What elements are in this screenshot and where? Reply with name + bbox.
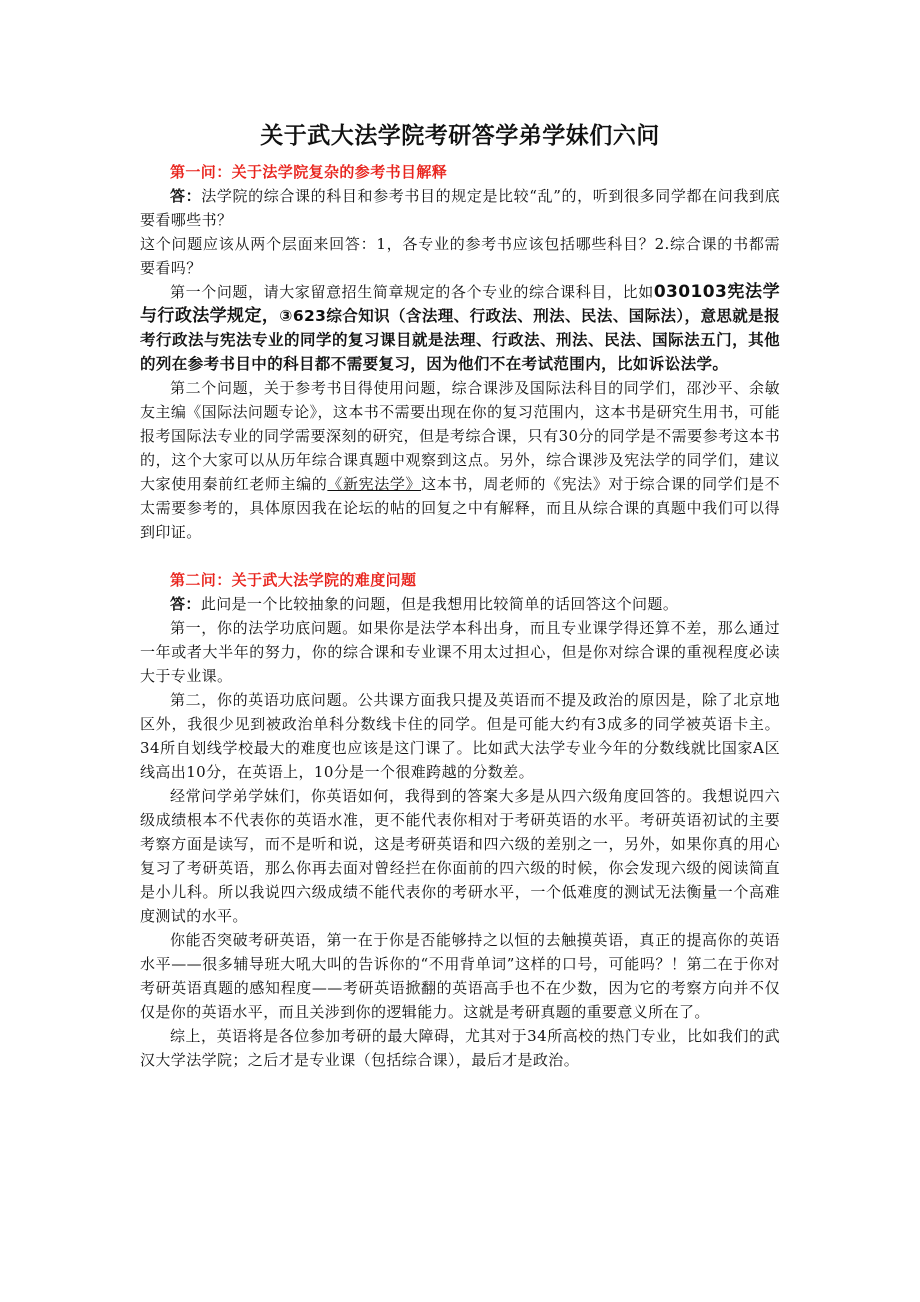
bold-major-code: 030103宪法学与行政法学规定， (140, 282, 781, 326)
question-2-paragraph-first: 第一，你的法学功底问题。如果你是法学本科出身，而且专业课学得还算不差，那么通过一年或者大半年的努力，你的综合课和专业课不用太过担心，但是你对综合课的重视程度必读大于专业课。 (140, 619, 780, 685)
question-2-heading: 第二问：关于武大法学院的难度问题 (170, 571, 417, 589)
question-2-paragraph-second: 第二，你的英语功底问题。公共课方面我只提及英语而不提及政治的原因是，除了北京地区外，我很少见到被政治单科分数线卡住的同学。但是可能大约有3成多的同学被英语卡主。34所自划线学校最大的难度也应该是这门课了。比如武大法学专业今年的分数线就比国家A区线高出10分，在英语上，10分是一个很难跨越的分数差。 (140, 691, 780, 781)
answer-text: 此问是一个比较抽象的问题，但是我想用比较简单的话回答这个问题。 (200, 595, 679, 613)
document-title: 关于武大法学院考研答学弟学妹们六问 (260, 122, 660, 149)
bold-exam-subjects: ③623综合知识（含法理、行政法、刑法、民法、国际法），意思就是报考行政法与宪法专业的同学的复习课目就是法理、行政法、刑法、民法、国际法五门，其他的列在参考书目中的科目都不需要复习，因为他们不在考试范围内，比如诉讼法学。 (140, 307, 780, 373)
answer-text: 法学院的综合课的科目和参考书目的规定是比较“乱”的，听到很多同学都在问我到底要看哪些书？ (140, 187, 780, 229)
paragraph-text-after: 这本书，周老师的《宪法》对于综合课的同学们是不太需要参考的，具体原因我在论坛的帖的回复之中有解释，而且从综合课的真题中我们可以得到印证。 (140, 475, 780, 541)
question-2-paragraph-summary: 综上，英语将是各位参加考研的最大障碍，尤其对于34所高校的热门专业，比如我们的武汉大学法学院；之后才是专业课（包括综合课），最后才是政治。 (140, 1027, 780, 1069)
paragraph-lead: 第一个问题，请大家留意招生简章规定的各个专业的综合课科目，比如 (170, 283, 654, 301)
question-1-heading: 第一问：关于法学院复杂的参考书目解释 (170, 163, 448, 181)
question-1-paragraph-3 (140, 280, 780, 376)
answer-label: 答： (170, 595, 201, 613)
paragraph-text-before: 第二个问题，关于参考书目得使用问题，综合课涉及国际法科目的同学们，邵沙平、余敏友主编《国际法问题专论》，这本书不需要出现在你的复习范围内，这本书是研究生用书，可能报考国际法专业的同学需要深刻的研究，但是考综合课，只有30分的同学是不需要参考这本书的，这个大家可以从历年综合课真题中观察到这点。另外，综合课涉及宪法学的同学们，建议大家使用秦前红老师主编的 (140, 379, 780, 493)
question-1-paragraph-2: 这个问题应该从两个层面来回答：1，各专业的参考书应该包括哪些科目？2.综合课的书都需要看吗？ (140, 235, 780, 277)
question-2-answer (140, 592, 780, 616)
underlined-book-title: 《新宪法学》 (327, 475, 422, 493)
question-2-paragraph-often: 经常问学弟学妹们，你英语如何，我得到的答案大多是从四六级角度回答的。我想说四六级成绩根本不代表你的英语水准，更不能代表你相对于考研英语的水平。考研英语初试的主要考察方面是读写，而不是听和说，这是考研英语和四六级的差别之一，另外，如果你真的用心复习了考研英语，那么你再去面对曾经拦在你面前的四六级的时候，你会发现六级的阅读简直是小儿科。所以我说四六级成绩不能代表你的考研水平，一个低难度的测试无法衡量一个高难度测试的水平。 (140, 787, 780, 925)
question-1-answer (140, 184, 780, 232)
answer-label: 答： (170, 187, 202, 205)
question-1-paragraph-4 (140, 376, 780, 544)
document-body (140, 120, 780, 1072)
spacer (140, 544, 780, 568)
question-2-paragraph-can: 你能否突破考研英语，第一在于你是否能够持之以恒的去触摸英语，真正的提高你的英语水平——很多辅导班大吼大叫的告诉你的“不用背单词”这样的口号，可能吗？！第二在于你对考研英语真题的感知程度——考研英语掀翻的英语高手也不在少数，因为它的考察方向并不仅仅是你的英语水平，而且关涉到你的逻辑能力。这就是考研真题的重要意义所在了。 (140, 931, 780, 1021)
